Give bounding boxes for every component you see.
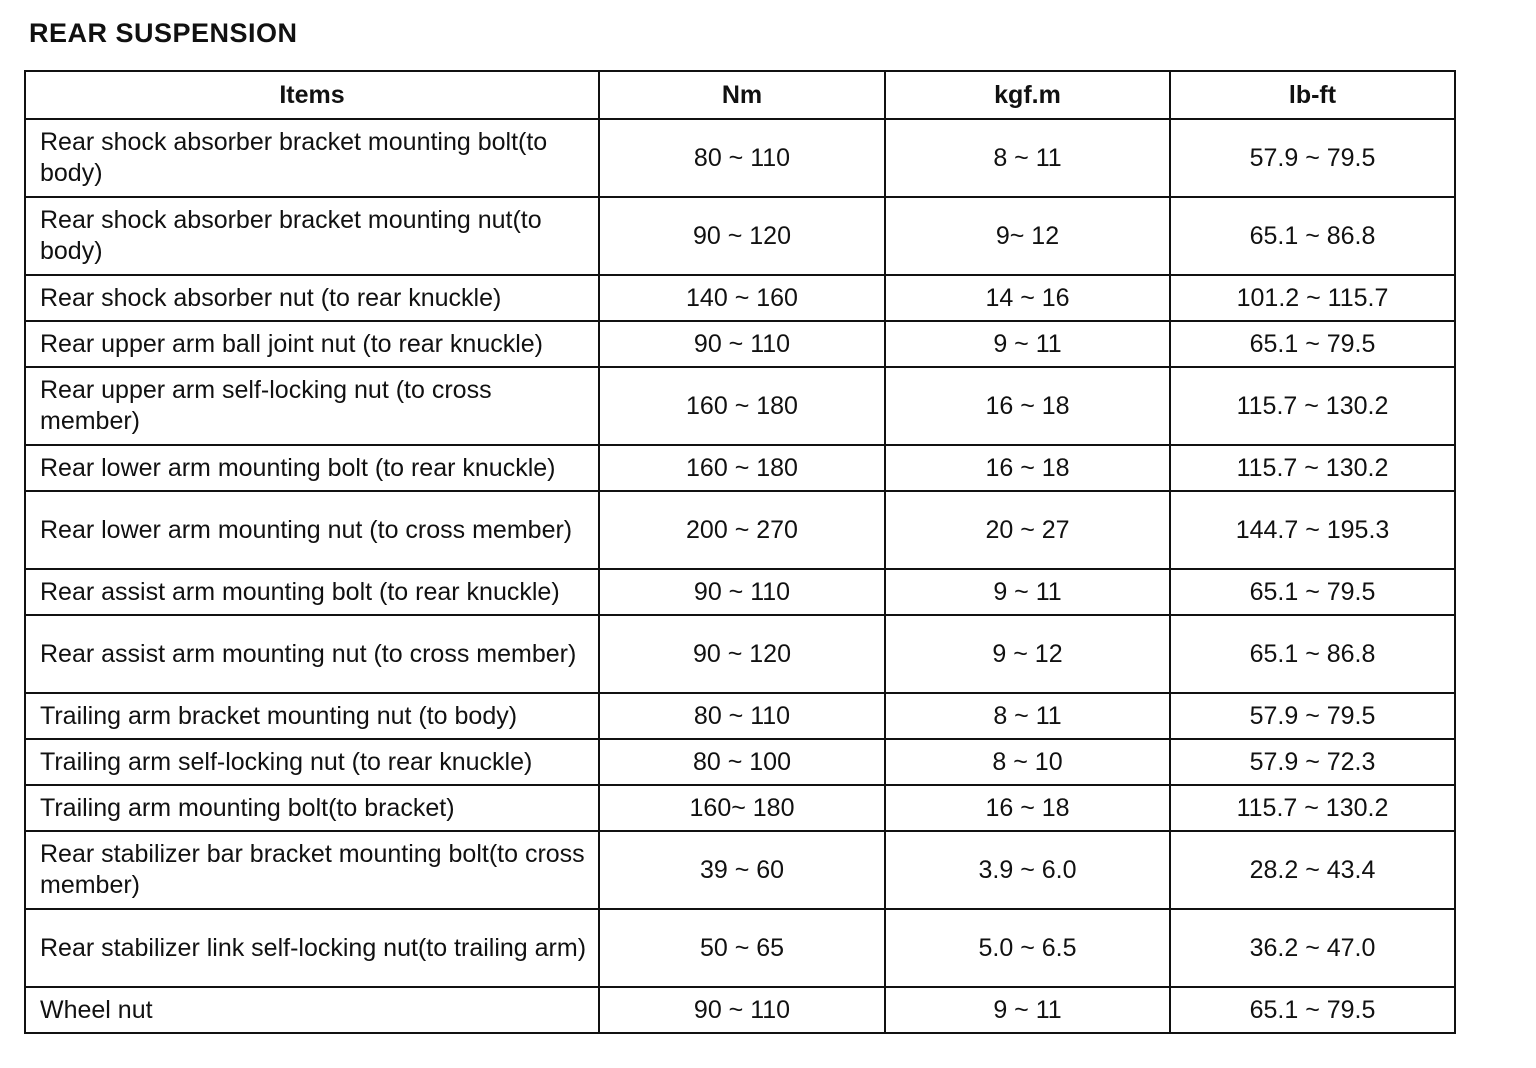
item-cell: Rear assist arm mounting nut (to cross member) — [25, 615, 599, 693]
kgfm-cell: 5.0 ~ 6.5 — [885, 909, 1170, 987]
table-header-row — [25, 71, 1455, 119]
table-row — [25, 987, 1455, 1033]
nm-cell: 80 ~ 100 — [599, 739, 885, 785]
kgfm-cell: 16 ~ 18 — [885, 445, 1170, 491]
item-cell: Rear shock absorber bracket mounting bolt(to body) — [25, 119, 599, 197]
lbft-cell: 65.1 ~ 79.5 — [1170, 987, 1455, 1033]
lbft-cell: 28.2 ~ 43.4 — [1170, 831, 1455, 909]
kgfm-cell: 9 ~ 11 — [885, 987, 1170, 1033]
item-cell: Rear stabilizer bar bracket mounting bolt(to cross member) — [25, 831, 599, 909]
column-header-nm: Nm — [599, 71, 885, 119]
lbft-cell: 65.1 ~ 86.8 — [1170, 197, 1455, 275]
lbft-cell: 101.2 ~ 115.7 — [1170, 275, 1455, 321]
nm-cell: 140 ~ 160 — [599, 275, 885, 321]
table-row — [25, 739, 1455, 785]
column-header-items: Items — [25, 71, 599, 119]
lbft-cell: 65.1 ~ 86.8 — [1170, 615, 1455, 693]
table-row — [25, 831, 1455, 909]
kgfm-cell: 3.9 ~ 6.0 — [885, 831, 1170, 909]
nm-cell: 50 ~ 65 — [599, 909, 885, 987]
table-row — [25, 197, 1455, 275]
lbft-cell: 115.7 ~ 130.2 — [1170, 367, 1455, 445]
nm-cell: 90 ~ 110 — [599, 569, 885, 615]
kgfm-cell: 8 ~ 11 — [885, 119, 1170, 197]
table-row — [25, 569, 1455, 615]
table-row — [25, 275, 1455, 321]
item-cell: Rear stabilizer link self-locking nut(to trailing arm) — [25, 909, 599, 987]
kgfm-cell: 9 ~ 11 — [885, 321, 1170, 367]
lbft-cell: 65.1 ~ 79.5 — [1170, 569, 1455, 615]
lbft-cell: 65.1 ~ 79.5 — [1170, 321, 1455, 367]
nm-cell: 80 ~ 110 — [599, 119, 885, 197]
column-header-lbft: lb-ft — [1170, 71, 1455, 119]
lbft-cell: 115.7 ~ 130.2 — [1170, 445, 1455, 491]
item-cell: Rear lower arm mounting nut (to cross member) — [25, 491, 599, 569]
nm-cell: 160 ~ 180 — [599, 367, 885, 445]
table-row — [25, 367, 1455, 445]
nm-cell: 90 ~ 110 — [599, 987, 885, 1033]
item-cell: Rear upper arm ball joint nut (to rear knuckle) — [25, 321, 599, 367]
lbft-cell: 57.9 ~ 72.3 — [1170, 739, 1455, 785]
nm-cell: 39 ~ 60 — [599, 831, 885, 909]
kgfm-cell: 8 ~ 10 — [885, 739, 1170, 785]
item-cell: Rear assist arm mounting bolt (to rear knuckle) — [25, 569, 599, 615]
item-cell: Rear lower arm mounting bolt (to rear knuckle) — [25, 445, 599, 491]
nm-cell: 90 ~ 120 — [599, 197, 885, 275]
kgfm-cell: 14 ~ 16 — [885, 275, 1170, 321]
table-row — [25, 321, 1455, 367]
item-cell: Rear shock absorber bracket mounting nut(to body) — [25, 197, 599, 275]
column-header-kgfm: kgf.m — [885, 71, 1170, 119]
nm-cell: 160 ~ 180 — [599, 445, 885, 491]
nm-cell: 200 ~ 270 — [599, 491, 885, 569]
nm-cell: 80 ~ 110 — [599, 693, 885, 739]
table-row — [25, 909, 1455, 987]
nm-cell: 160~ 180 — [599, 785, 885, 831]
table-row — [25, 615, 1455, 693]
table-row — [25, 445, 1455, 491]
page-title: REAR SUSPENSION — [29, 18, 298, 48]
item-cell: Trailing arm bracket mounting nut (to body) — [25, 693, 599, 739]
kgfm-cell: 9~ 12 — [885, 197, 1170, 275]
kgfm-cell: 16 ~ 18 — [885, 367, 1170, 445]
item-cell: Trailing arm mounting bolt(to bracket) — [25, 785, 599, 831]
item-cell: Rear upper arm self-locking nut (to cross member) — [25, 367, 599, 445]
item-cell: Rear shock absorber nut (to rear knuckle) — [25, 275, 599, 321]
lbft-cell: 57.9 ~ 79.5 — [1170, 119, 1455, 197]
item-cell: Wheel nut — [25, 987, 599, 1033]
nm-cell: 90 ~ 110 — [599, 321, 885, 367]
torque-spec-table — [24, 70, 1456, 1034]
table-row — [25, 785, 1455, 831]
kgfm-cell: 16 ~ 18 — [885, 785, 1170, 831]
kgfm-cell: 20 ~ 27 — [885, 491, 1170, 569]
table-row — [25, 693, 1455, 739]
kgfm-cell: 8 ~ 11 — [885, 693, 1170, 739]
lbft-cell: 115.7 ~ 130.2 — [1170, 785, 1455, 831]
table-row — [25, 491, 1455, 569]
item-cell: Trailing arm self-locking nut (to rear knuckle) — [25, 739, 599, 785]
kgfm-cell: 9 ~ 11 — [885, 569, 1170, 615]
table-row — [25, 119, 1455, 197]
lbft-cell: 57.9 ~ 79.5 — [1170, 693, 1455, 739]
nm-cell: 90 ~ 120 — [599, 615, 885, 693]
lbft-cell: 144.7 ~ 195.3 — [1170, 491, 1455, 569]
kgfm-cell: 9 ~ 12 — [885, 615, 1170, 693]
lbft-cell: 36.2 ~ 47.0 — [1170, 909, 1455, 987]
